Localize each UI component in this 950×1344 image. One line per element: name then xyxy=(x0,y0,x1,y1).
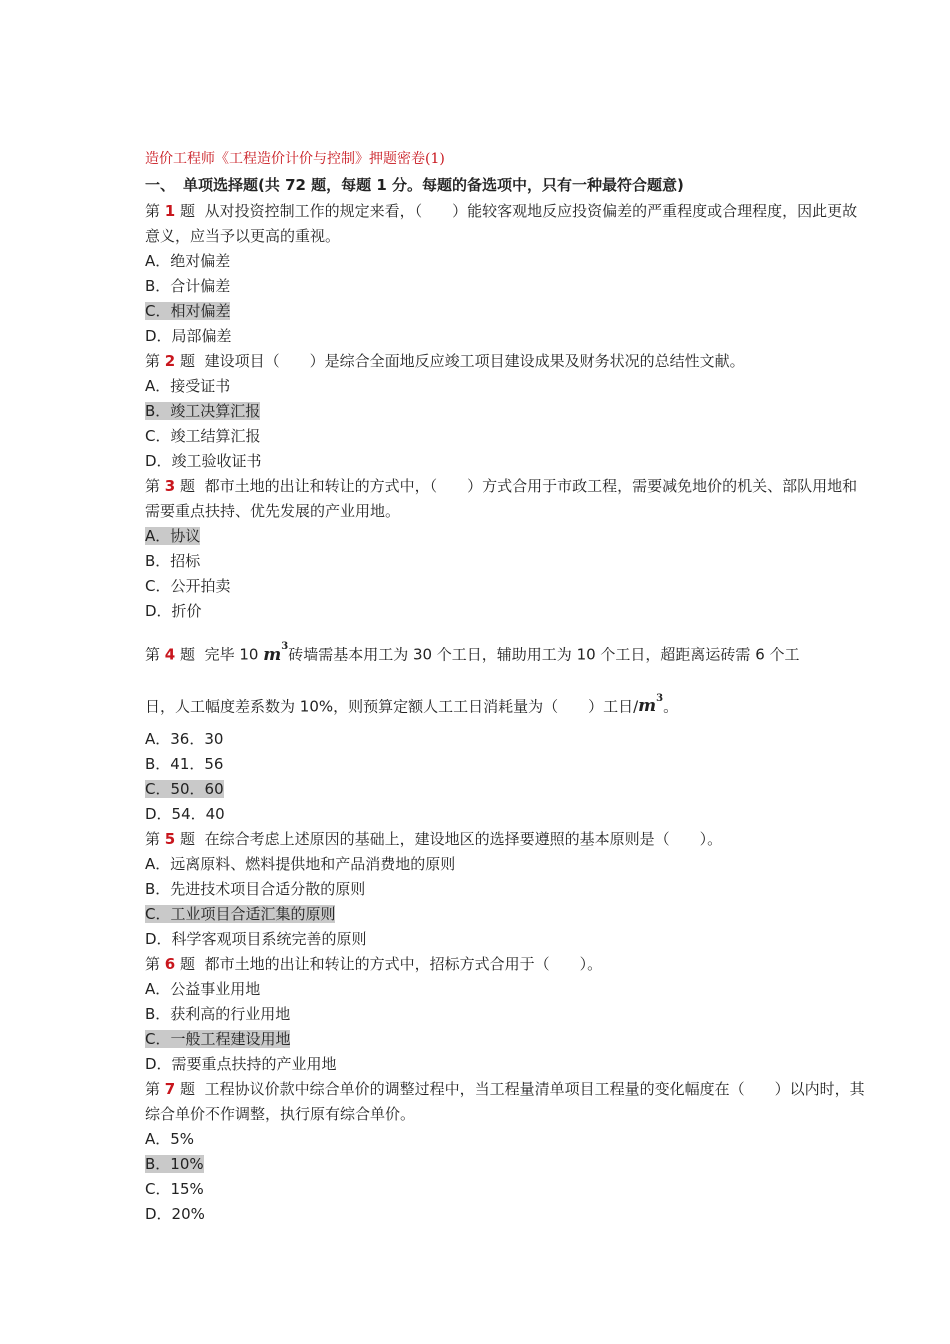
cubic-meter-unit: $m^3$ xyxy=(263,641,289,665)
option-a: A．绝对偏差 xyxy=(145,252,231,270)
question-prefix: 第 xyxy=(145,1080,161,1099)
question-number: 3 xyxy=(164,477,176,495)
option-a: A．36．30 xyxy=(145,730,224,749)
section-text: 单项选择题(共 72 题，每题 1 分。每题的备选项中，只有一种最符合题意) xyxy=(183,176,684,194)
question-prefix: 第 xyxy=(145,955,161,974)
option-b: B．获利高的行业用地 xyxy=(145,1005,291,1024)
question-stem xyxy=(145,1077,865,1127)
option-a-answer: A．协议 xyxy=(145,527,201,545)
question-stem xyxy=(145,638,865,668)
question-text: 在综合考虑上述原因的基础上，建设地区的选择要遵照的基本原则是（ ）。 xyxy=(204,830,723,849)
option-b: B．招标 xyxy=(145,552,201,570)
option-c: C．公开拍卖 xyxy=(145,577,231,595)
option-d: D．科学客观项目系统完善的原则 xyxy=(145,930,367,949)
question-text: 工程协议价款中综合单价的调整过程中，当工程量清单项目工程量的变化幅度在（ ）以内时，其综合单价不作调整，执行原有综合单价。 xyxy=(145,1080,865,1124)
question-stem xyxy=(145,474,865,524)
question-text-part4: 。 xyxy=(663,697,679,716)
question-stem xyxy=(145,349,865,374)
question-block xyxy=(145,474,865,624)
question-suffix: 题 xyxy=(180,645,196,664)
option-a: A．5% xyxy=(145,1130,195,1149)
question-text: 建设项目（ ）是综合全面地反应竣工项目建设成果及财务状况的总结性文献。 xyxy=(204,352,745,370)
question-block xyxy=(145,349,865,474)
question-suffix: 题 xyxy=(180,830,196,849)
option-c: C．竣工结算汇报 xyxy=(145,427,261,445)
cubic-meter-unit: $m^3$ xyxy=(638,692,664,717)
question-prefix: 第 xyxy=(145,477,161,495)
question-number: 2 xyxy=(164,352,176,370)
question-number: 7 xyxy=(164,1080,176,1099)
question-block xyxy=(145,952,865,1077)
question-suffix: 题 xyxy=(180,477,196,495)
question-prefix: 第 xyxy=(145,202,161,220)
option-c-answer: C．相对偏差 xyxy=(145,302,231,320)
option-d: D．局部偏差 xyxy=(145,327,232,345)
option-b-answer: B．竣工决算汇报 xyxy=(145,402,261,420)
question-block xyxy=(145,199,865,349)
question-stem xyxy=(145,827,865,852)
option-c: C．15% xyxy=(145,1180,204,1199)
question-text: 从对投资控制工作的规定来看，（ ）能较客观地反应投资偏差的严重程度或合理程度，因此更故意义，应当予以更高的重视。 xyxy=(145,202,858,245)
question-text-part3: 日，人工幅度差系数为 10%，则预算定额人工工日消耗量为（ ）工日/ xyxy=(145,697,639,716)
question-number: 6 xyxy=(164,955,176,974)
question-text-part2: 砖墙需基本用工为 30 个工日，辅助用工为 10 个工日，超距离运砖需 6 个工 xyxy=(288,645,800,664)
option-c-answer: C．50．60 xyxy=(145,780,224,799)
question-text: 都市土地的出让和转让的方式中，（ ）方式合用于市政工程，需要减免地价的机关、部队用地和需要重点扶持、优先发展的产业用地。 xyxy=(145,477,858,520)
option-b-answer: B．10% xyxy=(145,1155,204,1174)
question-block xyxy=(145,638,865,827)
question-stem xyxy=(145,952,865,977)
option-c-answer: C．一般工程建设用地 xyxy=(145,1030,291,1049)
option-d: D．竣工验收证书 xyxy=(145,452,262,470)
question-prefix: 第 xyxy=(145,645,161,664)
question-suffix: 题 xyxy=(180,955,196,974)
question-suffix: 题 xyxy=(180,352,196,370)
question-prefix: 第 xyxy=(145,352,161,370)
question-block xyxy=(145,1077,865,1227)
document-title: 造价工程师《工程造价计价与控制》押题密卷(1) xyxy=(145,151,445,167)
option-c-answer: C．工业项目合适汇集的原则 xyxy=(145,905,336,924)
question-suffix: 题 xyxy=(180,202,196,220)
question-stem xyxy=(145,199,865,249)
question-text-part1: 完毕 10 xyxy=(204,645,259,664)
option-d: D．20% xyxy=(145,1205,205,1224)
option-d: D．需要重点扶持的产业用地 xyxy=(145,1055,337,1074)
question-number: 1 xyxy=(164,202,176,220)
option-d: D．54．40 xyxy=(145,805,225,824)
question-number: 5 xyxy=(164,830,176,849)
question-suffix: 题 xyxy=(180,1080,196,1099)
option-a: A．公益事业用地 xyxy=(145,980,261,999)
question-number: 4 xyxy=(164,645,176,664)
question-prefix: 第 xyxy=(145,830,161,849)
option-a: A．远离原料、燃料提供地和产品消费地的原则 xyxy=(145,855,456,874)
section-number: 一、 xyxy=(145,176,176,194)
document-page xyxy=(145,150,865,1227)
question-stem-continued xyxy=(145,690,865,720)
question-text: 都市土地的出让和转让的方式中，招标方式合用于（ ）。 xyxy=(204,955,603,974)
option-b: B．先进技术项目合适分散的原则 xyxy=(145,880,366,899)
question-block xyxy=(145,827,865,952)
option-a: A．接受证书 xyxy=(145,377,231,395)
option-b: B．41．56 xyxy=(145,755,224,774)
option-d: D．折价 xyxy=(145,602,202,620)
section-heading xyxy=(145,174,865,196)
option-b: B．合计偏差 xyxy=(145,277,231,295)
